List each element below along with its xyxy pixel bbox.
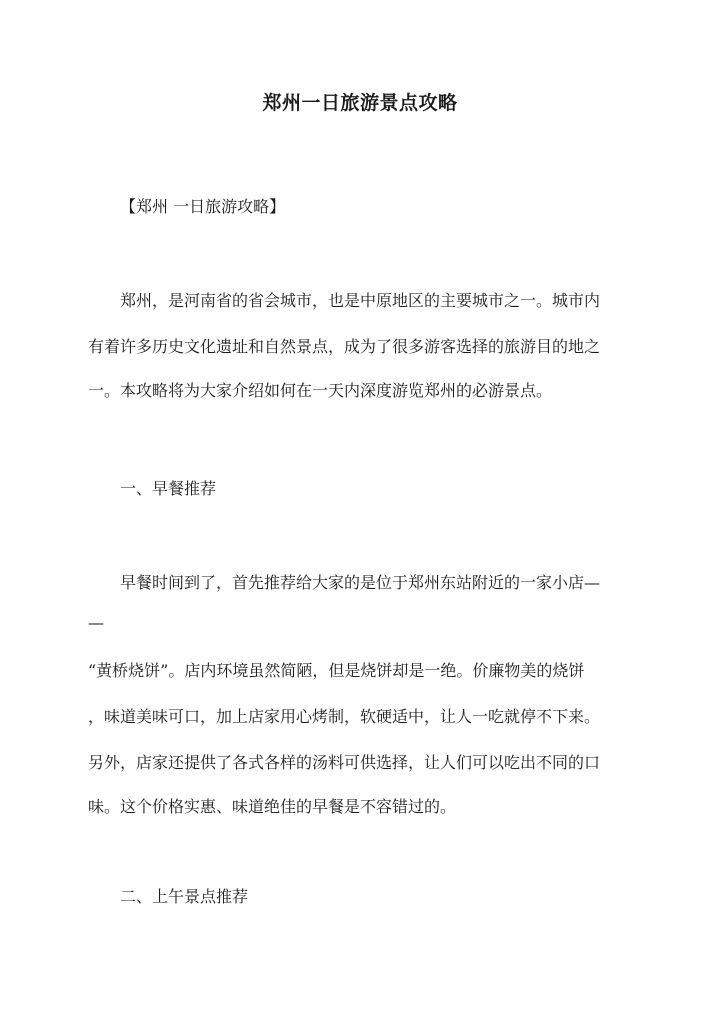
breakfast-line-3: “黄桥烧饼”。店内环境虽然简陋，但是烧饼却是一绝。价廉物美的烧饼 bbox=[88, 661, 585, 680]
breakfast-line-6: 味。这个价格实惠、味道绝佳的早餐是不容错过的。 bbox=[88, 797, 457, 816]
breakfast-line-4: ，味道美味可口，加上店家用心烤制，软硬适中，让人一吃就停不下来。 bbox=[88, 707, 601, 726]
intro-line-3: 一。本攻略将为大家介绍如何在一天内深度游览郑州的必游景点。 bbox=[88, 381, 553, 400]
section-heading-breakfast: 一、早餐推荐 bbox=[120, 479, 217, 498]
breakfast-line-5: 另外，店家还提供了各式各样的汤料可供选择，让人们可以吃出不同的口 bbox=[88, 753, 601, 772]
document-subtitle: 【郑州 一日旅游攻略】 bbox=[120, 197, 286, 216]
breakfast-line-1: 早餐时间到了，首先推荐给大家的是位于郑州东站附近的一家小店— bbox=[120, 573, 601, 592]
document-title: 郑州一日旅游景点攻略 bbox=[262, 92, 458, 114]
intro-line-2: 有着许多历史文化遗址和自然景点，成为了很多游客选择的旅游目的地之 bbox=[88, 337, 601, 356]
section-heading-morning: 二、上午景点推荐 bbox=[120, 887, 249, 906]
breakfast-line-2: — bbox=[88, 613, 104, 632]
intro-line-1: 郑州，是河南省的省会城市，也是中原地区的主要城市之一。城市内 bbox=[120, 291, 601, 310]
